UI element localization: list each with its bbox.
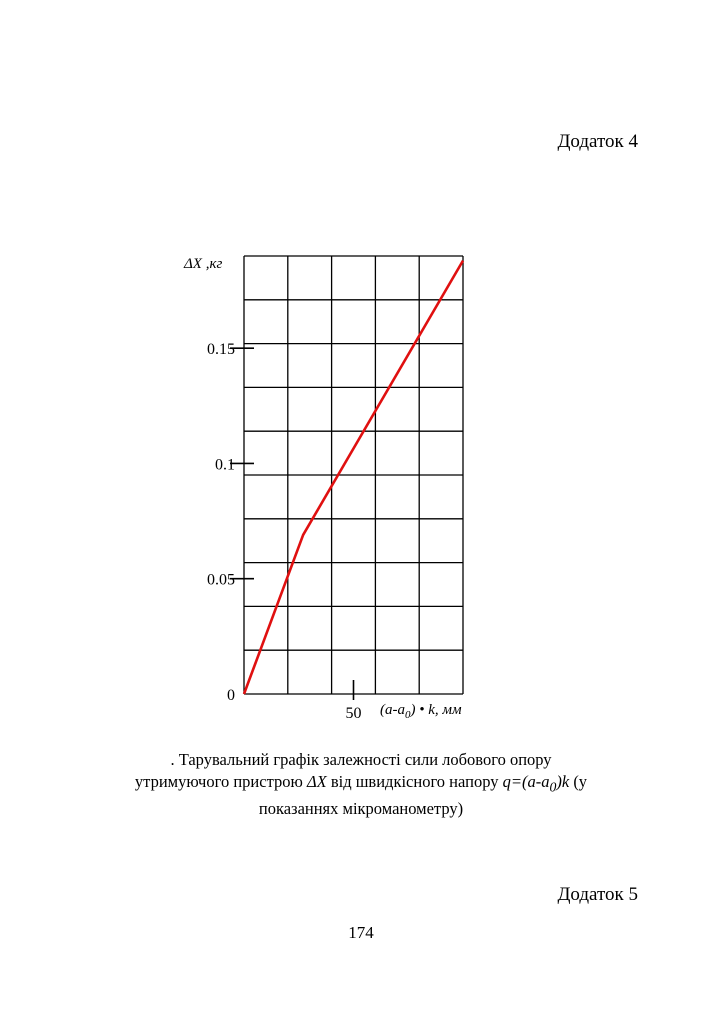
axes [230, 348, 354, 700]
caption-q-main: q=(a-a [502, 772, 550, 791]
caption-q-sub: 0 [549, 779, 557, 795]
y-axis-title: ΔX ,кг [184, 256, 223, 272]
y-tick-label: 0.1 [215, 456, 235, 474]
x-axis-title: $(a-a_0)$ • k, мм [380, 702, 462, 721]
labels [183, 256, 462, 722]
y-tick-label: 0 [227, 687, 235, 704]
caption-text-2: від швидкісного напору [326, 772, 503, 791]
figure-caption [130, 749, 592, 820]
grid [244, 256, 463, 694]
series-layer [244, 261, 463, 695]
x-tick-label: 50 [345, 705, 362, 722]
caption-q-end: )k [556, 772, 570, 791]
caption-text-1: . Тарувальний графік залежності сили лобового опору утримуючого пристрою [134, 750, 552, 791]
page-number: 174 [348, 923, 374, 942]
series-line [244, 261, 463, 694]
caption-text-3: (у показаннях мікроманометру) [258, 772, 588, 819]
appendix-label-top: Додаток 4 [557, 131, 638, 152]
y-tick-label: 0.05 [207, 571, 235, 589]
caption-q [502, 772, 570, 795]
appendix-label-bottom: Додаток 5 [557, 884, 638, 905]
y-tick-label: 0.15 [207, 341, 235, 359]
caption-dx: ΔX [306, 772, 327, 791]
